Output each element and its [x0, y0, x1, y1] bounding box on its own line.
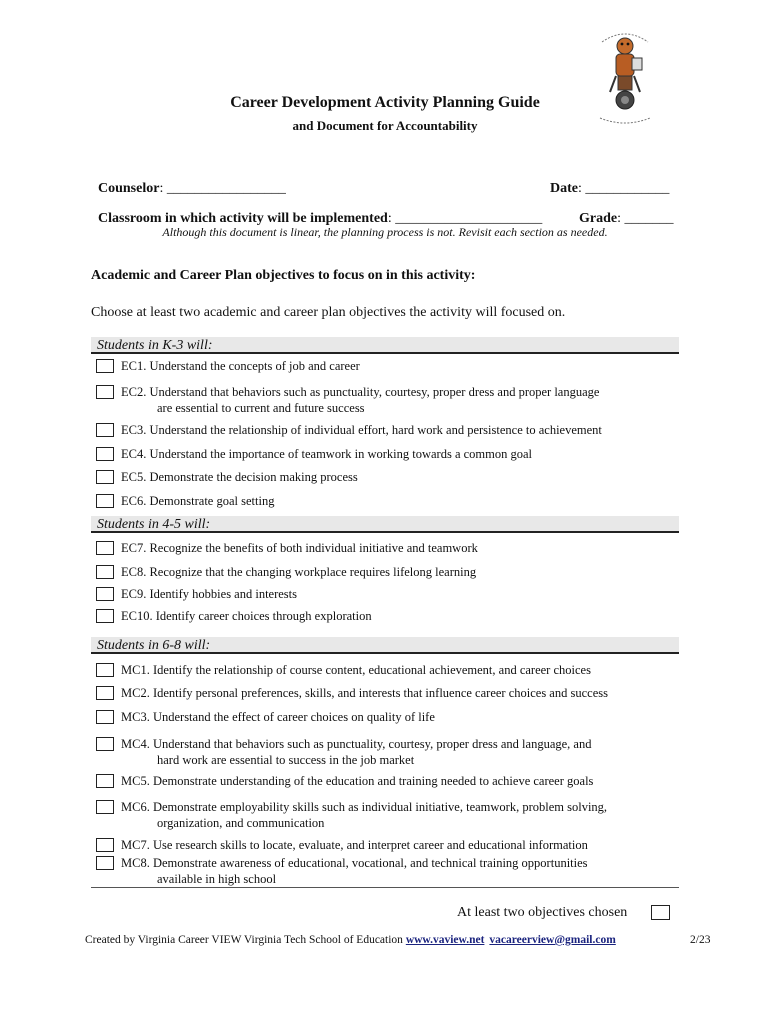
checkbox[interactable]	[96, 447, 114, 461]
checkbox[interactable]	[96, 663, 114, 677]
group-heading-45: Students in 4-5 will:	[91, 516, 679, 533]
email-link[interactable]: vacareerview@gmail.com	[489, 934, 616, 946]
objectives-intro: Choose at least two academic and career plan objectives the activity will focused on.	[91, 305, 566, 320]
page-number: 2/23	[690, 934, 711, 946]
objective-text: EC10. Identify career choices through exploration	[121, 609, 372, 623]
objective-text: EC8. Recognize that the changing workplace requires lifelong learning	[121, 565, 477, 579]
checkbox[interactable]	[96, 838, 114, 852]
objective-text: MC2. Identify personal preferences, skills, and interests that influence career choices and success	[121, 686, 608, 700]
classroom-label: Classroom in which activity will be implemented	[98, 211, 388, 226]
classroom-field[interactable]	[91, 195, 542, 227]
objective-text-continued: hard work are essential to success in the job market	[157, 753, 415, 767]
objective-text: MC8. Demonstrate awareness of educational, vocational, and technical training opportunities	[121, 856, 588, 870]
objective-text: EC1. Understand the concepts of job and career	[121, 359, 360, 373]
date-label: Date	[550, 181, 578, 196]
objective-text: EC4. Understand the importance of teamwork in working towards a common goal	[121, 447, 533, 461]
checkbox[interactable]	[96, 470, 114, 484]
counselor-blank: : _________________	[159, 181, 286, 196]
planning-note: Although this document is linear, the planning process is not. Revisit each section as needed.	[162, 225, 608, 239]
checkbox[interactable]	[96, 774, 114, 788]
classroom-blank: : _____________________	[387, 211, 543, 226]
counselor-label: Counselor	[98, 181, 160, 196]
objective-text: MC6. Demonstrate employability skills such as individual initiative, teamwork, problem solving,	[121, 800, 608, 814]
confirm-checkbox[interactable]	[651, 905, 670, 920]
objective-text: EC9. Identify hobbies and interests	[121, 587, 298, 601]
checkbox[interactable]	[96, 565, 114, 579]
objectives-heading: Academic and Career Plan objectives to focus on in this activity:	[91, 268, 476, 283]
objective-text: MC3. Understand the effect of career choices on quality of life	[121, 710, 435, 724]
objective-text-continued: available in high school	[157, 872, 277, 886]
document-subtitle: and Document for Accountability	[292, 118, 478, 133]
checkbox[interactable]	[96, 800, 114, 814]
objective-text-continued: organization, and communication	[157, 816, 325, 830]
confirm-label: At least two objectives chosen	[457, 905, 628, 920]
checkbox[interactable]	[96, 609, 114, 623]
grade-blank: : _______	[617, 211, 674, 226]
footer	[85, 934, 616, 946]
checkbox[interactable]	[96, 686, 114, 700]
website-link[interactable]: www.vaview.net	[405, 934, 485, 946]
objective-text: EC7. Recognize the benefits of both individual initiative and teamwork	[121, 541, 478, 555]
grade-label: Grade	[579, 211, 618, 226]
objective-text: MC4. Understand that behaviors such as punctuality, courtesy, proper dress and language, and	[121, 737, 592, 751]
objective-text: EC3. Understand the relationship of individual effort, hard work and persistence to achievement	[121, 423, 602, 437]
objective-text-continued: are essential to current and future success	[157, 401, 365, 415]
objective-text: EC5. Demonstrate the decision making process	[121, 470, 358, 484]
group-heading-68: Students in 6-8 will:	[91, 637, 679, 654]
objective-text: MC7. Use research skills to locate, evaluate, and interpret career and educational information	[121, 838, 588, 852]
document-title: Career Development Activity Planning Guide	[230, 94, 540, 111]
objective-text: MC5. Demonstrate understanding of the education and training needed to achieve career goals	[121, 774, 594, 788]
date-blank: : ____________	[578, 181, 670, 196]
checkbox[interactable]	[96, 737, 114, 751]
checkbox[interactable]	[96, 359, 114, 373]
date-field[interactable]	[543, 165, 669, 197]
divider	[91, 887, 679, 888]
checkbox[interactable]	[96, 710, 114, 724]
checkbox[interactable]	[96, 856, 114, 870]
checkbox[interactable]	[96, 423, 114, 437]
objective-text: EC2. Understand that behaviors such as punctuality, courtesy, proper dress and proper language	[121, 385, 600, 399]
group-heading-k3: Students in K-3 will:	[91, 337, 679, 354]
counselor-field[interactable]	[91, 165, 286, 197]
objective-text: MC1. Identify the relationship of course content, educational achievement, and career choices	[121, 663, 591, 677]
checkbox[interactable]	[96, 587, 114, 601]
checkbox[interactable]	[96, 541, 114, 555]
footer-text: Created by Virginia Career VIEW Virginia Tech School of Education	[85, 934, 406, 946]
objective-text: EC6. Demonstrate goal setting	[121, 494, 275, 508]
checkbox[interactable]	[96, 385, 114, 399]
grade-field[interactable]	[572, 195, 674, 227]
checkbox[interactable]	[96, 494, 114, 508]
